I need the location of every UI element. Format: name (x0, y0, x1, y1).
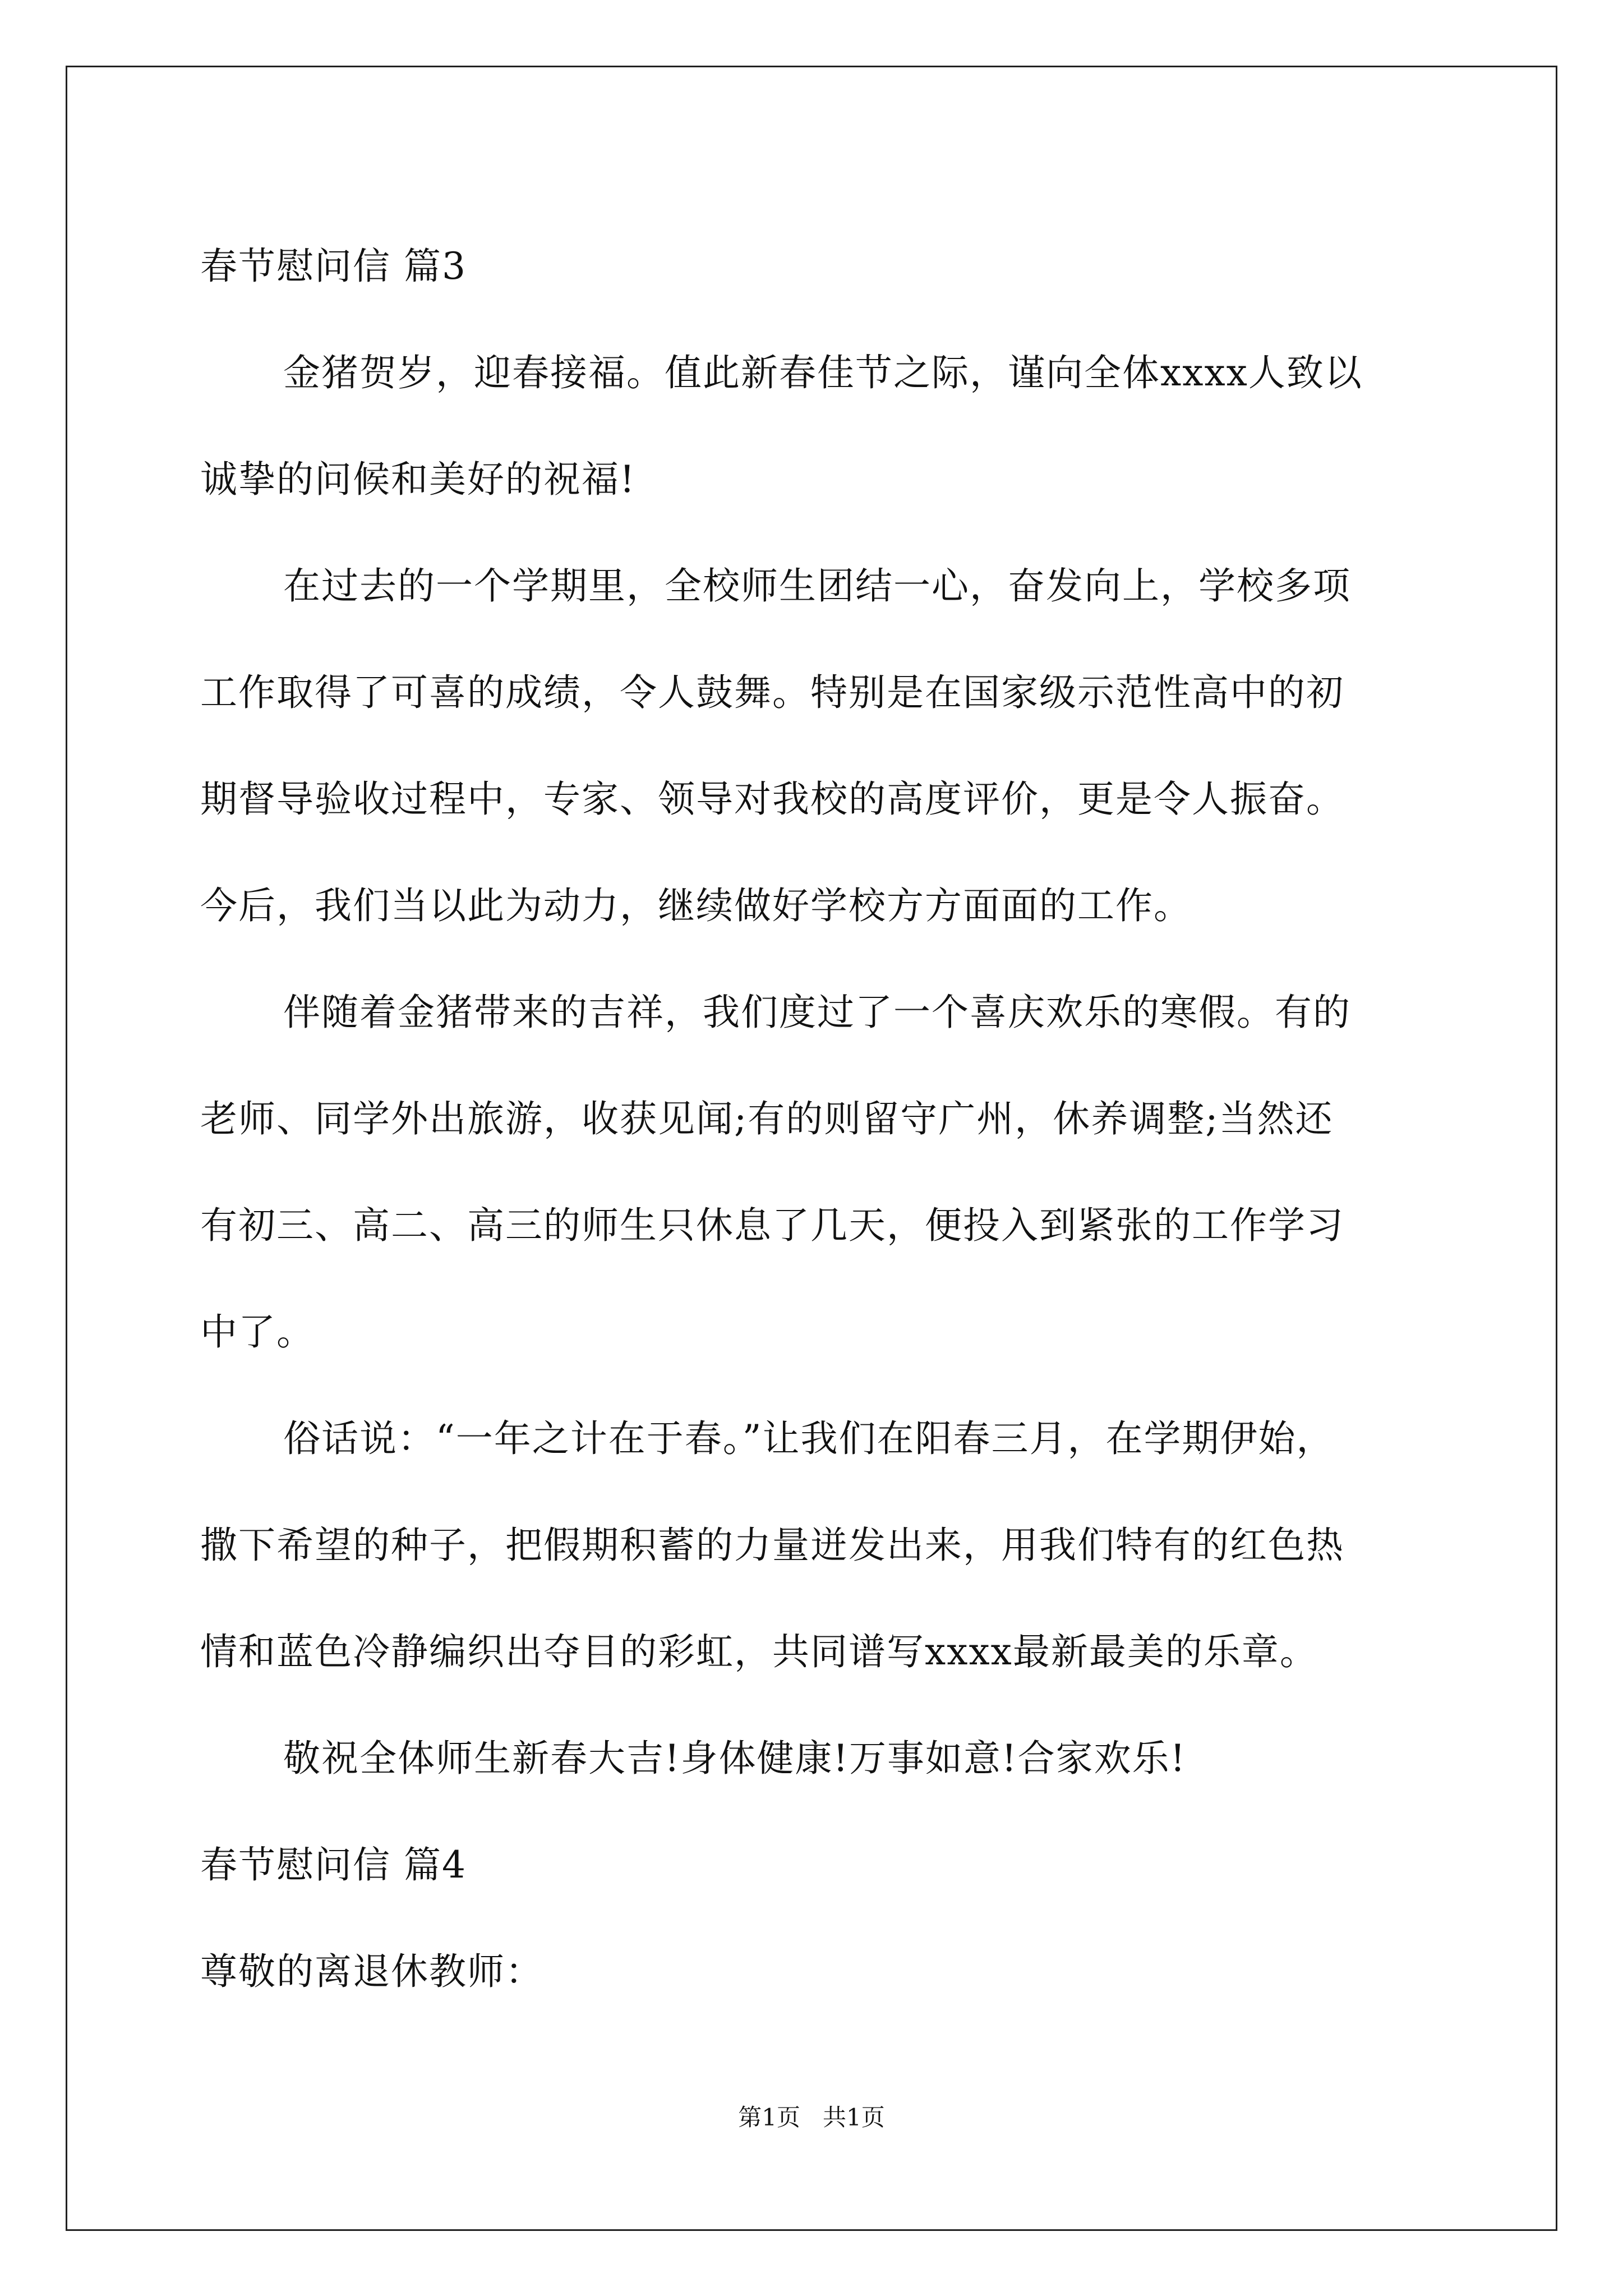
paragraph-line: 敬祝全体师生新春大吉!身体健康!万事如意!合家欢乐! (283, 1737, 1187, 1780)
section-heading-4: 春节慰问信 篇4 (200, 1843, 467, 1887)
paragraph-line: 工作取得了可喜的成绩，令人鼓舞。特别是在国家级示范性高中的初 (200, 671, 1344, 714)
paragraph-line: 撒下希望的种子，把假期积蓄的力量迸发出来，用我们特有的红色热 (200, 1524, 1344, 1567)
paragraph-line: 有初三、高二、高三的师生只休息了几天，便投入到紧张的工作学习 (200, 1204, 1344, 1247)
paragraph-line: 情和蓝色冷静编织出夺目的彩虹，共同谱写xxxx最新最美的乐章。 (200, 1630, 1318, 1673)
paragraph-line: 在过去的一个学期里，全校师生团结一心，奋发向上，学校多项 (283, 564, 1351, 608)
page-footer: 第1页 共1页 (738, 2104, 885, 2131)
document-body (200, 213, 1456, 2025)
salutation: 尊敬的离退休教师： (200, 1950, 543, 1993)
paragraph-line: 老师、同学外出旅游，收获见闻;有的则留守广州，休养调整;当然还 (200, 1097, 1334, 1140)
paragraph-line: 期督导验收过程中，专家、领导对我校的高度评价，更是令人振奋。 (200, 777, 1344, 821)
paragraph-line: 中了。 (200, 1310, 315, 1354)
paragraph-line: 俗话说：“一年之计在于春。”让我们在阳春三月，在学期伊始， (283, 1417, 1335, 1460)
paragraph-line: 伴随着金猪带来的吉祥，我们度过了一个喜庆欢乐的寒假。有的 (283, 991, 1351, 1034)
section-heading-3: 春节慰问信 篇3 (200, 245, 467, 288)
paragraph-line: 诚挚的问候和美好的祝福! (200, 458, 636, 501)
paragraph-line: 金猪贺岁，迎春接福。值此新春佳节之际，谨向全体xxxx人致以 (283, 351, 1363, 394)
paragraph-line: 今后，我们当以此为动力，继续做好学校方方面面的工作。 (200, 884, 1192, 927)
